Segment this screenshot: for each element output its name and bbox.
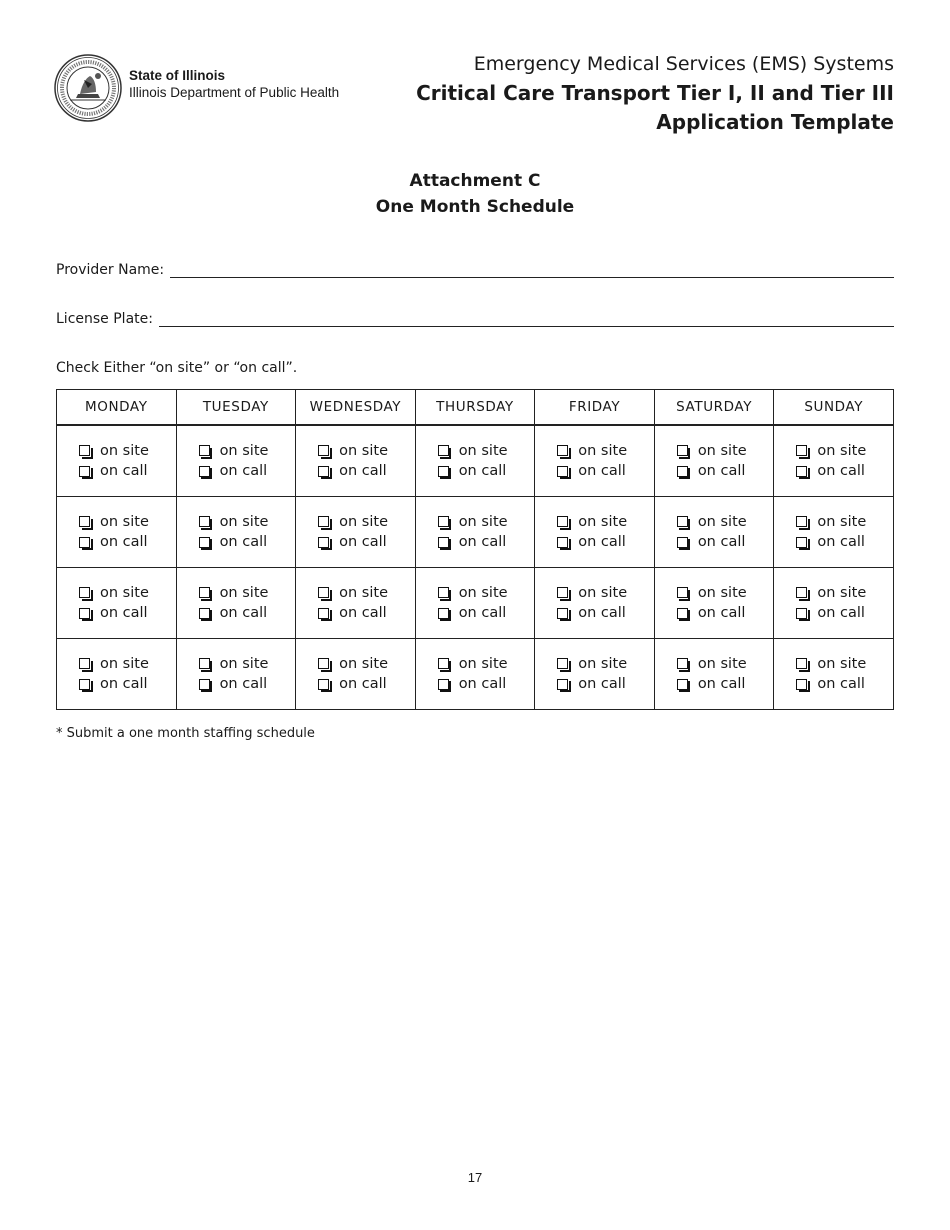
checkbox-icon[interactable] (199, 658, 210, 669)
option-label: on call (817, 463, 865, 479)
on-site-option[interactable] (677, 512, 774, 533)
checkbox-icon[interactable] (438, 466, 449, 477)
option-label: on site (817, 442, 867, 459)
option-label: on call (100, 463, 148, 479)
option-label: on call (817, 676, 865, 692)
checkbox-icon[interactable] (438, 445, 449, 456)
checkbox-icon[interactable] (438, 587, 449, 598)
on-site-option[interactable] (199, 512, 296, 533)
option-label: on site (339, 513, 388, 530)
on-call-option[interactable] (79, 603, 176, 624)
on-site-option[interactable] (79, 512, 176, 533)
on-call-option[interactable] (79, 674, 176, 695)
schedule-day-cell (415, 497, 535, 568)
option-label: on site (578, 513, 628, 530)
schedule-week-row (57, 497, 894, 568)
checkbox-icon[interactable] (677, 466, 688, 477)
on-call-option[interactable] (557, 532, 654, 553)
checkbox-icon[interactable] (677, 537, 688, 548)
provider-name-field[interactable] (56, 262, 894, 278)
option-label: on site (100, 655, 149, 672)
on-call-option[interactable] (796, 461, 893, 482)
option-label: on site (458, 513, 508, 530)
day-header: TUESDAY (176, 390, 296, 426)
option-label: on site (458, 442, 508, 459)
day-header: FRIDAY (535, 390, 655, 426)
on-site-option[interactable] (79, 441, 176, 462)
schedule-day-cell (415, 568, 535, 639)
schedule-day-cell (535, 497, 655, 568)
on-site-option[interactable] (796, 512, 893, 533)
checkbox-icon[interactable] (557, 537, 568, 548)
option-label: on call (100, 534, 148, 550)
schedule-day-cell (296, 568, 416, 639)
checkbox-icon[interactable] (199, 679, 210, 690)
checkbox-icon[interactable] (199, 516, 210, 527)
option-label: on call (697, 605, 746, 621)
schedule-day-cell (296, 425, 416, 497)
day-header: SATURDAY (654, 390, 774, 426)
on-call-option[interactable] (557, 674, 654, 695)
on-site-option[interactable] (318, 654, 415, 675)
checkbox-icon[interactable] (318, 445, 329, 456)
option-label: on site (697, 513, 747, 530)
schedule-day-cell (415, 639, 535, 710)
option-label: on site (697, 442, 747, 459)
checkbox-icon[interactable] (796, 537, 807, 548)
option-label: on call (458, 676, 507, 692)
on-site-option[interactable] (796, 583, 893, 604)
checkbox-icon[interactable] (79, 445, 90, 456)
option-label: on call (219, 463, 268, 479)
checkbox-icon[interactable] (318, 608, 329, 619)
on-call-option[interactable] (557, 461, 654, 482)
option-label: on site (578, 655, 628, 672)
schedule-header-row (57, 390, 894, 426)
day-header: THURSDAY (415, 390, 535, 426)
on-call-option[interactable] (677, 603, 774, 624)
schedule-week-row (57, 639, 894, 710)
on-call-option[interactable] (438, 603, 535, 624)
on-call-option[interactable] (79, 461, 176, 482)
checkbox-icon[interactable] (318, 587, 329, 598)
day-header: MONDAY (57, 390, 177, 426)
on-site-option[interactable] (79, 583, 176, 604)
option-label: on site (697, 655, 747, 672)
schedule-day-cell (774, 425, 894, 497)
instruction-text: Check Either “on site” or “on call”. (56, 360, 298, 376)
header-title-line1: Emergency Medical Services (EMS) Systems (473, 53, 894, 75)
schedule-day-cell (654, 568, 774, 639)
checkbox-icon[interactable] (796, 445, 807, 456)
checkbox-icon[interactable] (79, 587, 90, 598)
option-label: on site (339, 655, 388, 672)
option-label: on site (339, 442, 388, 459)
checkbox-icon[interactable] (557, 516, 568, 527)
checkbox-icon[interactable] (677, 608, 688, 619)
header-title-line3: Application Template (656, 110, 894, 134)
schedule-day-cell (176, 425, 296, 497)
on-site-option[interactable] (796, 654, 893, 675)
option-label: on call (339, 605, 387, 621)
on-call-option[interactable] (199, 603, 296, 624)
on-call-option[interactable] (318, 461, 415, 482)
document-header (416, 50, 894, 137)
option-label: on site (458, 584, 508, 601)
checkbox-icon[interactable] (199, 445, 210, 456)
schedule-day-cell (176, 568, 296, 639)
option-label: on site (817, 584, 867, 601)
option-label: on call (578, 534, 626, 550)
footnote: * Submit a one month staffing schedule (56, 726, 315, 741)
license-plate-field[interactable] (56, 311, 894, 327)
header-title-line2: Critical Care Transport Tier I, II and Tier III (416, 81, 894, 105)
option-label: on call (219, 605, 268, 621)
schedule-day-cell (176, 497, 296, 568)
on-call-option[interactable] (438, 532, 535, 553)
on-call-option[interactable] (557, 603, 654, 624)
option-label: on call (697, 676, 746, 692)
attachment-heading (0, 168, 950, 220)
option-label: on call (339, 676, 387, 692)
schedule-day-cell (654, 497, 774, 568)
schedule-day-cell (296, 639, 416, 710)
checkbox-icon[interactable] (79, 658, 90, 669)
on-site-option[interactable] (438, 441, 535, 462)
option-label: on call (697, 534, 746, 550)
on-site-option[interactable] (318, 583, 415, 604)
department-name: Illinois Department of Public Health (129, 85, 340, 100)
on-site-option[interactable] (438, 583, 535, 604)
schedule-day-cell (415, 425, 535, 497)
page-number: 17 (467, 1170, 483, 1185)
option-label: on call (578, 463, 626, 479)
on-call-option[interactable] (318, 603, 415, 624)
checkbox-icon[interactable] (318, 516, 329, 527)
schedule-day-cell (57, 425, 177, 497)
on-site-option[interactable] (199, 441, 296, 462)
checkbox-icon[interactable] (438, 608, 449, 619)
on-call-option[interactable] (438, 674, 535, 695)
schedule-day-cell (774, 497, 894, 568)
option-label: on site (458, 655, 508, 672)
option-label: on site (578, 442, 628, 459)
state-name: State of Illinois (129, 68, 226, 83)
option-label: on call (458, 534, 507, 550)
checkbox-icon[interactable] (557, 679, 568, 690)
option-label: on call (697, 463, 746, 479)
checkbox-icon[interactable] (318, 466, 329, 477)
on-site-option[interactable] (557, 654, 654, 675)
on-site-option[interactable] (796, 441, 893, 462)
on-site-option[interactable] (677, 441, 774, 462)
on-site-option[interactable] (79, 654, 176, 675)
on-call-option[interactable] (318, 532, 415, 553)
checkbox-icon[interactable] (677, 658, 688, 669)
on-site-option[interactable] (318, 512, 415, 533)
attachment-subtitle: One Month Schedule (375, 197, 575, 217)
schedule-day-cell (535, 568, 655, 639)
checkbox-icon[interactable] (79, 679, 90, 690)
schedule-day-cell (774, 568, 894, 639)
on-call-option[interactable] (199, 674, 296, 695)
provider-name-input-line[interactable] (170, 263, 894, 278)
option-label: on call (817, 534, 865, 550)
schedule-day-cell (535, 425, 655, 497)
option-label: on site (817, 513, 867, 530)
checkbox-icon[interactable] (796, 679, 807, 690)
license-plate-label: License Plate: (56, 311, 153, 327)
checkbox-icon[interactable] (557, 445, 568, 456)
day-header: WEDNESDAY (296, 390, 416, 426)
on-site-option[interactable] (438, 654, 535, 675)
option-label: on site (100, 442, 149, 459)
checkbox-icon[interactable] (79, 537, 90, 548)
option-label: on site (578, 584, 628, 601)
checkbox-icon[interactable] (318, 679, 329, 690)
checkbox-icon[interactable] (796, 587, 807, 598)
on-site-option[interactable] (438, 512, 535, 533)
checkbox-icon[interactable] (199, 466, 210, 477)
schedule-day-cell (57, 639, 177, 710)
on-call-option[interactable] (79, 532, 176, 553)
checkbox-icon[interactable] (79, 608, 90, 619)
option-label: on call (339, 534, 387, 550)
on-call-option[interactable] (677, 674, 774, 695)
checkbox-icon[interactable] (677, 679, 688, 690)
option-label: on site (219, 513, 269, 530)
on-call-option[interactable] (796, 532, 893, 553)
license-plate-input-line[interactable] (159, 312, 894, 327)
option-label: on call (219, 676, 268, 692)
checkbox-icon[interactable] (79, 516, 90, 527)
checkbox-icon[interactable] (677, 516, 688, 527)
checkbox-icon[interactable] (199, 587, 210, 598)
option-label: on call (578, 605, 626, 621)
on-site-option[interactable] (199, 654, 296, 675)
option-label: on call (339, 463, 387, 479)
schedule-day-cell (535, 639, 655, 710)
checkbox-icon[interactable] (438, 658, 449, 669)
schedule-day-cell (176, 639, 296, 710)
option-label: on site (100, 584, 149, 601)
option-label: on call (817, 605, 865, 621)
checkbox-icon[interactable] (557, 587, 568, 598)
checkbox-icon[interactable] (318, 537, 329, 548)
on-call-option[interactable] (796, 603, 893, 624)
organization-block (129, 67, 339, 101)
on-site-option[interactable] (557, 512, 654, 533)
on-site-option[interactable] (318, 441, 415, 462)
provider-name-label: Provider Name: (56, 262, 165, 278)
on-call-option[interactable] (199, 532, 296, 553)
option-label: on site (817, 655, 867, 672)
schedule-body (57, 425, 894, 710)
schedule-day-cell (774, 639, 894, 710)
option-label: on site (697, 584, 747, 601)
illinois-state-seal-icon (54, 54, 122, 122)
schedule-day-cell (57, 568, 177, 639)
checkbox-icon[interactable] (557, 658, 568, 669)
schedule-week-row (57, 568, 894, 639)
checkbox-icon[interactable] (438, 537, 449, 548)
checkbox-icon[interactable] (557, 466, 568, 477)
checkbox-icon[interactable] (438, 516, 449, 527)
schedule-week-row (57, 425, 894, 497)
checkbox-icon[interactable] (796, 608, 807, 619)
on-site-option[interactable] (557, 441, 654, 462)
on-site-option[interactable] (677, 583, 774, 604)
on-site-option[interactable] (557, 583, 654, 604)
on-call-option[interactable] (199, 461, 296, 482)
option-label: on call (578, 676, 626, 692)
option-label: on site (339, 584, 388, 601)
checkbox-icon[interactable] (677, 587, 688, 598)
checkbox-icon[interactable] (199, 537, 210, 548)
day-header: SUNDAY (774, 390, 894, 426)
checkbox-icon[interactable] (79, 466, 90, 477)
on-call-option[interactable] (677, 461, 774, 482)
on-call-option[interactable] (318, 674, 415, 695)
on-call-option[interactable] (677, 532, 774, 553)
on-call-option[interactable] (438, 461, 535, 482)
attachment-title: Attachment C (409, 171, 541, 191)
checkbox-icon[interactable] (318, 658, 329, 669)
option-label: on site (219, 584, 269, 601)
checkbox-icon[interactable] (796, 466, 807, 477)
option-label: on call (458, 605, 507, 621)
schedule-day-cell (654, 639, 774, 710)
option-label: on site (100, 513, 149, 530)
checkbox-icon[interactable] (677, 445, 688, 456)
checkbox-icon[interactable] (557, 608, 568, 619)
option-label: on call (100, 605, 148, 621)
option-label: on call (458, 463, 507, 479)
option-label: on site (219, 655, 269, 672)
schedule-day-cell (296, 497, 416, 568)
schedule-table (56, 389, 894, 710)
on-site-option[interactable] (677, 654, 774, 675)
on-site-option[interactable] (199, 583, 296, 604)
checkbox-icon[interactable] (199, 608, 210, 619)
schedule-day-cell (654, 425, 774, 497)
schedule-day-cell (57, 497, 177, 568)
checkbox-icon[interactable] (796, 658, 807, 669)
checkbox-icon[interactable] (438, 679, 449, 690)
option-label: on call (100, 676, 148, 692)
option-label: on site (219, 442, 269, 459)
on-call-option[interactable] (796, 674, 893, 695)
option-label: on call (219, 534, 268, 550)
checkbox-icon[interactable] (796, 516, 807, 527)
